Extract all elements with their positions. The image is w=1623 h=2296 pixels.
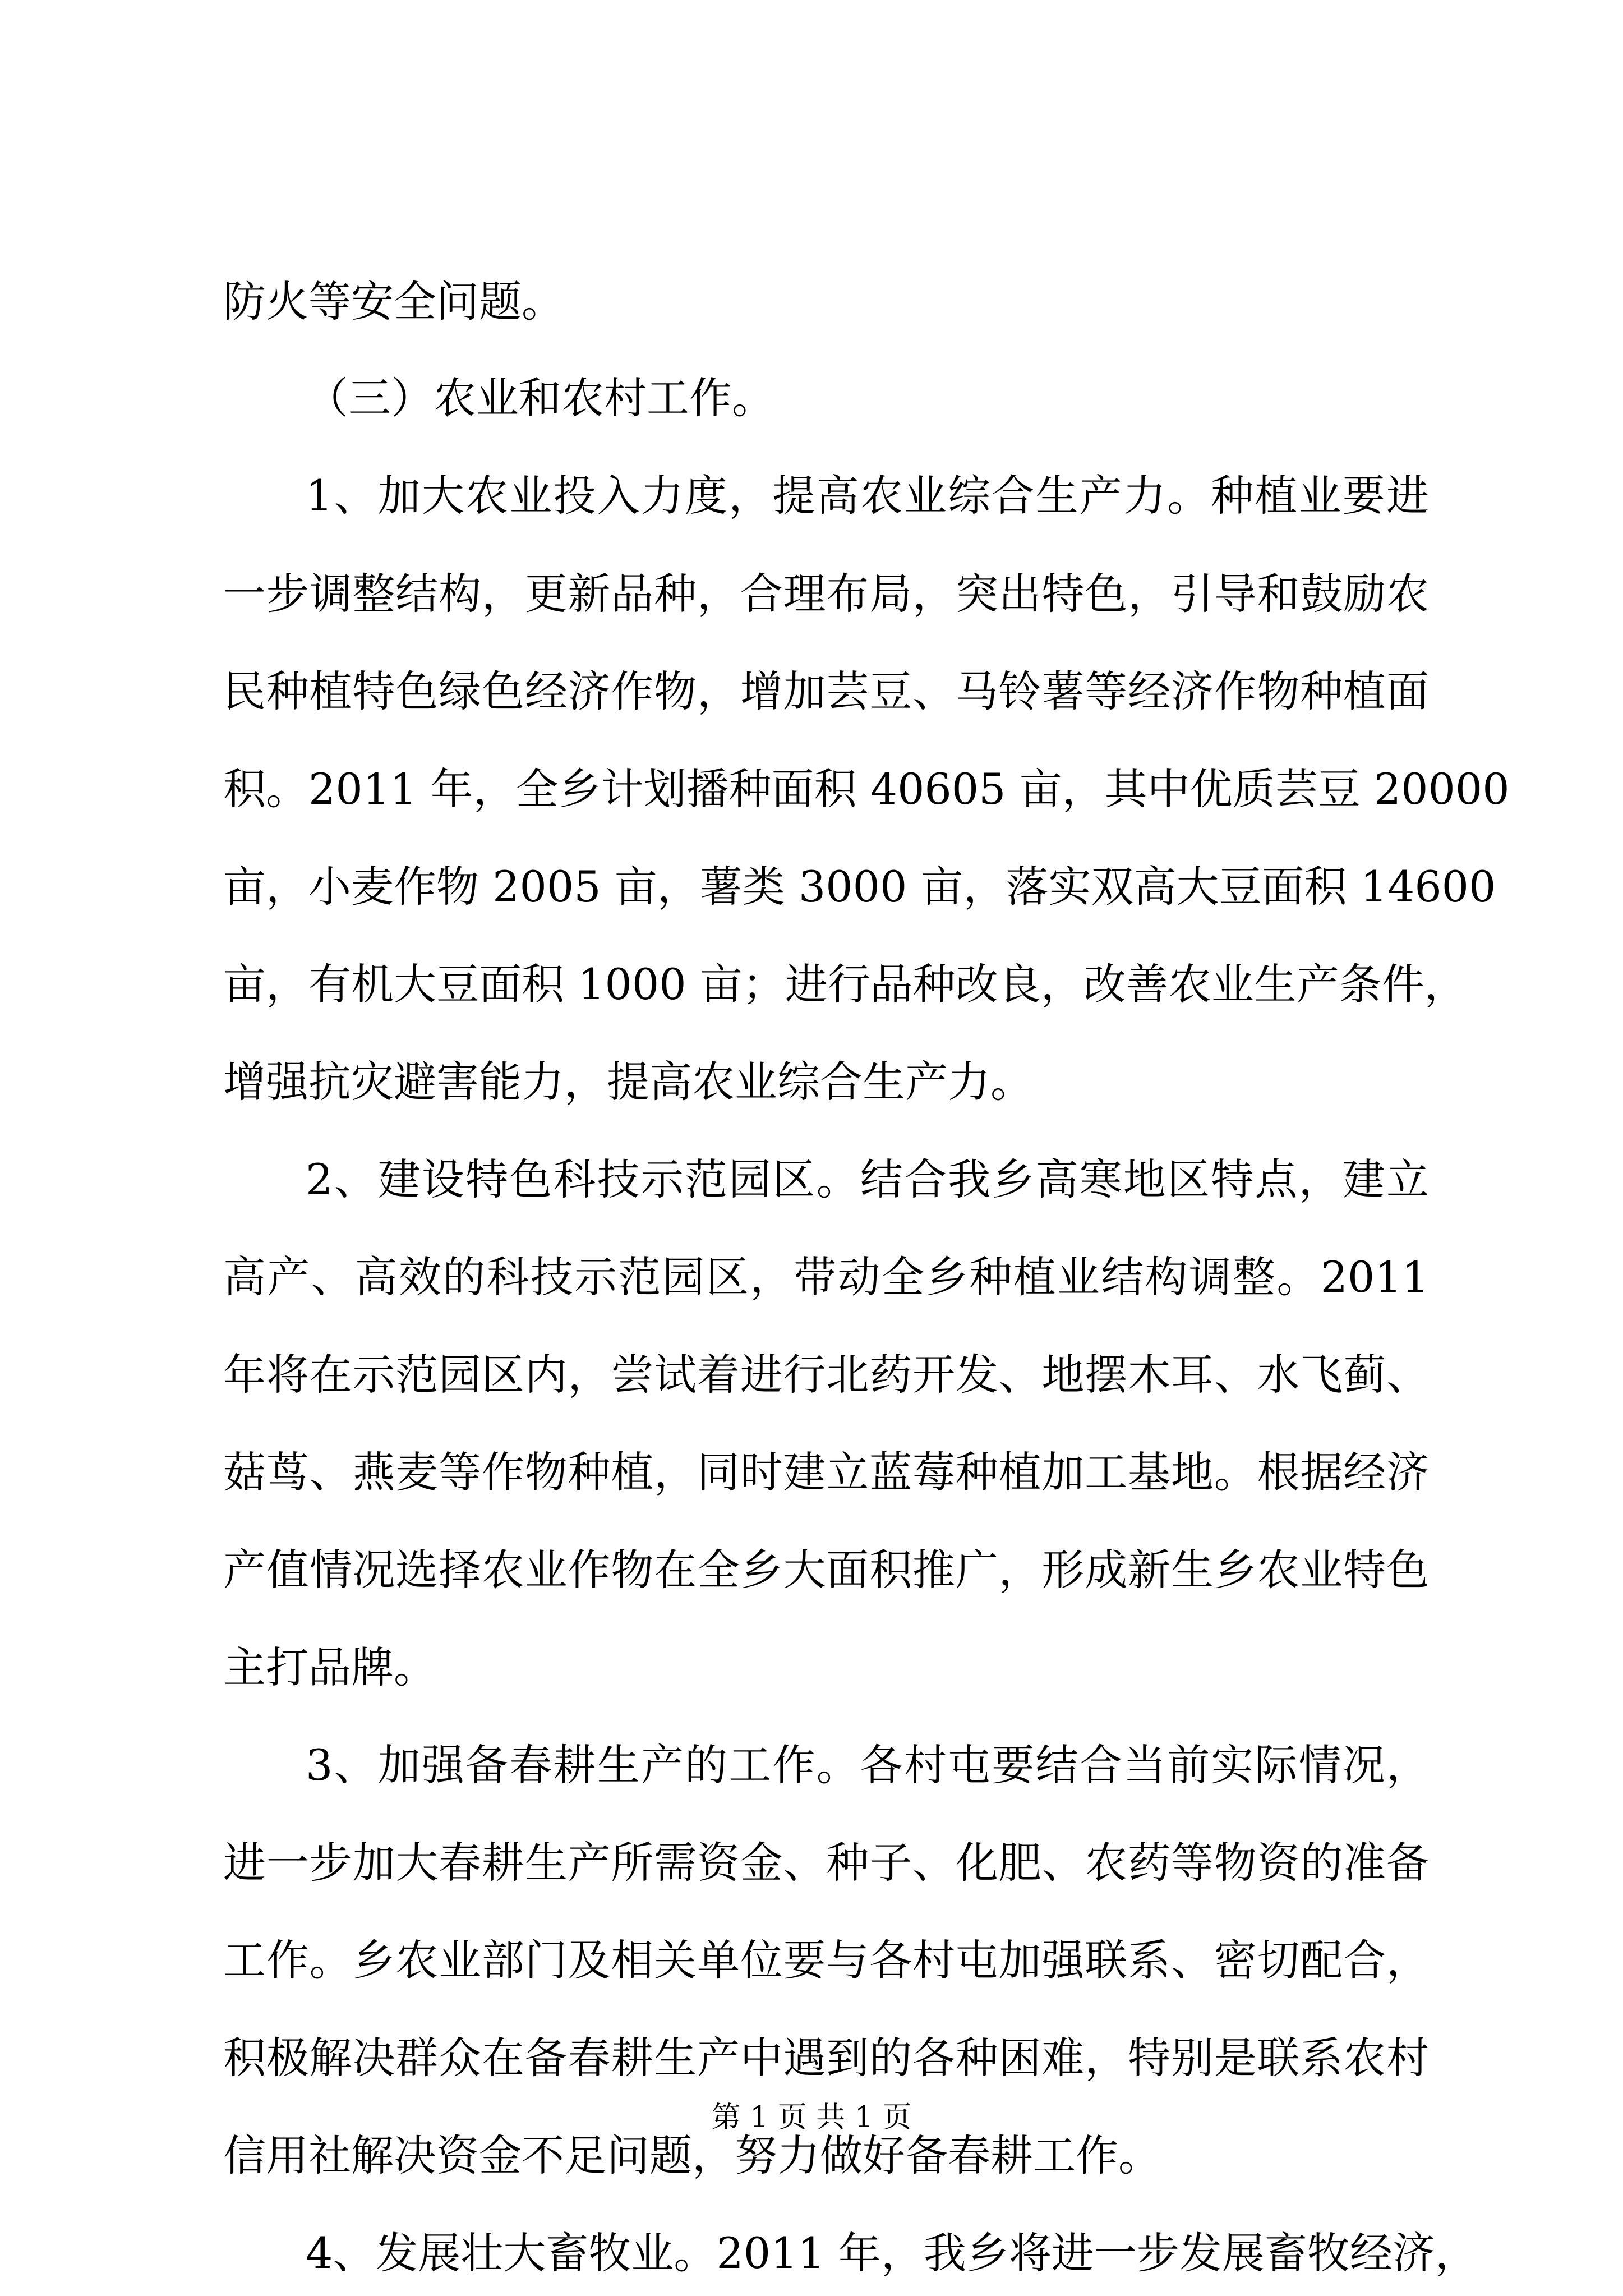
text-line: 3、加强备春耕生产的工作。各村屯要结合当前实际情况， (306, 1740, 1429, 1790)
text-line: 4、发展壮大畜牧业。2011 年，我乡将进一步发展畜牧经济， (306, 2228, 1478, 2278)
text-line: 亩，有机大豆面积 1000 亩；进行品种改良，改善农业生产条件， (223, 959, 1467, 1009)
text-line: 进一步加大春耕生产所需资金、种子、化肥、农药等物资的准备 (223, 1838, 1429, 1888)
text-line: 菇茑、燕麦等作物种植，同时建立蓝莓种植加工基地。根据经济 (223, 1447, 1429, 1497)
text-line: 1、加大农业投入力度，提高农业综合生产力。种植业要进 (306, 471, 1429, 521)
text-line: 产值情况选择农业作物在全乡大面积推广，形成新生乡农业特色 (223, 1545, 1429, 1595)
text-line: 年将在示范园区内，尝试着进行北药开发、地摆木耳、水飞蓟、 (223, 1350, 1429, 1400)
text-line: 积。2011 年，全乡计划播种面积 40605 亩，其中优质芸豆 20000 (223, 764, 1510, 814)
text-line: 增强抗灾避害能力，提高农业综合生产力。 (223, 1057, 1033, 1107)
text-line: 亩，小麦作物 2005 亩，薯类 3000 亩，落实双高大豆面积 14600 (223, 862, 1496, 912)
text-line: 积极解决群众在备春耕生产中遇到的各种困难，特别是联系农村 (223, 2033, 1429, 2083)
text-line: 高产、高效的科技示范园区，带动全乡种植业结构调整。2011 (223, 1252, 1429, 1302)
text-line: 2、建设特色科技示范园区。结合我乡高寒地区特点，建立 (306, 1154, 1429, 1204)
text-line: 一步调整结构，更新品种，合理布局，突出特色，引导和鼓励农 (223, 569, 1429, 619)
page-footer: 第 1 页 共 1 页 (711, 2101, 912, 2134)
text-line: 民种植特色绿色经济作物，增加芸豆、马铃薯等经济作物种植面 (223, 666, 1429, 716)
text-line: 主打品牌。 (223, 1642, 436, 1692)
section-heading: （三）农业和农村工作。 (306, 373, 774, 423)
text-line: 信用社解决资金不足问题，努力做好备春耕工作。 (223, 2131, 1161, 2180)
text-line: 防火等安全问题。 (223, 277, 564, 326)
text-line: 工作。乡农业部门及相关单位要与各村屯加强联系、密切配合， (223, 1935, 1429, 1985)
